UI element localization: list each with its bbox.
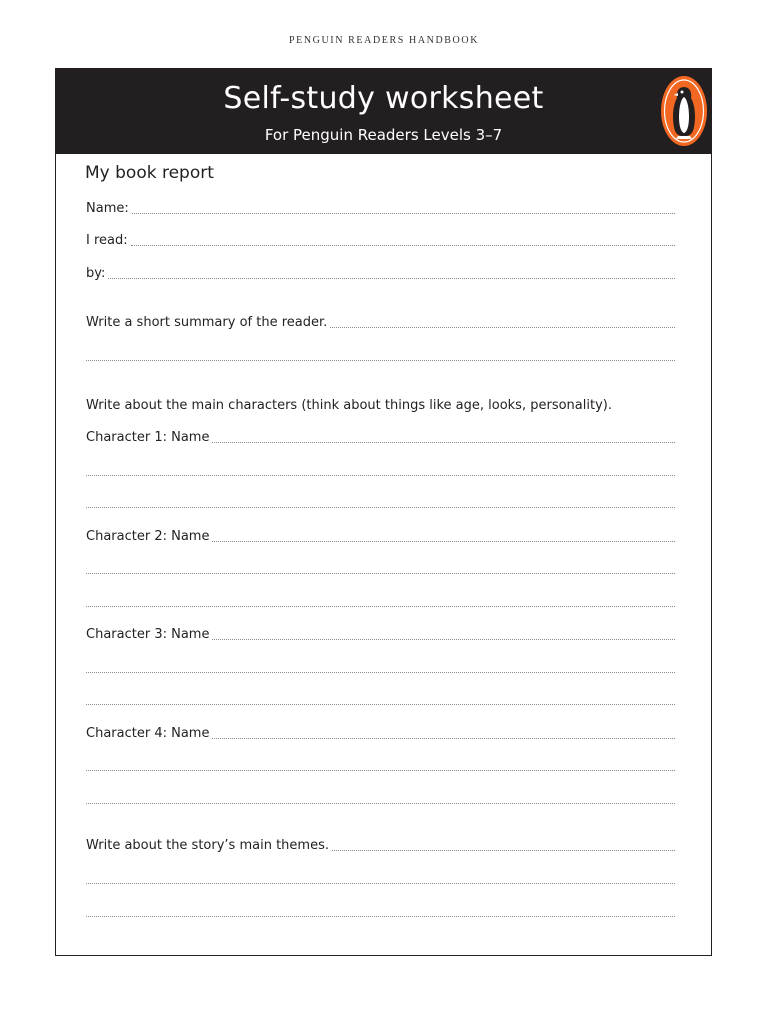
character-4-line-3[interactable] (86, 792, 675, 806)
character-4-label: Character 4: Name (86, 726, 210, 741)
character-4-dotted-line[interactable] (212, 738, 675, 739)
character-4-line[interactable] (86, 727, 675, 741)
character-2-label: Character 2: Name (86, 529, 210, 544)
character-3-dotted-line[interactable] (212, 639, 675, 640)
character-3-label: Character 3: Name (86, 627, 210, 642)
by-dotted-line[interactable] (108, 278, 675, 279)
summary-dotted-line-2[interactable] (86, 360, 675, 361)
themes-dotted-line-2[interactable] (86, 883, 675, 884)
character-1-label: Character 1: Name (86, 430, 210, 445)
character-2-dotted-line-3[interactable] (86, 606, 675, 607)
summary-line[interactable] (86, 316, 675, 330)
themes-prompt: Write about the story’s main themes. (86, 838, 329, 853)
summary-dotted-line[interactable] (330, 327, 675, 328)
summary-line-2[interactable] (86, 349, 675, 363)
read-line[interactable] (86, 234, 675, 248)
page-subtitle: For Penguin Readers Levels 3–7 (264, 126, 503, 144)
character-4-line-2[interactable] (86, 759, 675, 773)
characters-prompt: Write about the main characters (think about things like age, looks, personality). (86, 398, 612, 413)
running-head: PENGUIN READERS HANDBOOK (288, 35, 480, 46)
themes-dotted-line-3[interactable] (86, 916, 675, 917)
character-3-dotted-line-2[interactable] (86, 672, 675, 673)
themes-dotted-line[interactable] (332, 850, 675, 851)
character-1-line-3[interactable] (86, 496, 675, 510)
character-2-dotted-line-2[interactable] (86, 573, 675, 574)
character-3-line-2[interactable] (86, 661, 675, 675)
penguin-logo-icon (660, 75, 708, 147)
themes-line-3[interactable] (86, 905, 675, 919)
section-title: My book report (85, 163, 214, 183)
name-label: Name: (86, 201, 129, 216)
themes-line[interactable] (86, 839, 675, 853)
by-line[interactable] (86, 267, 675, 281)
banner (56, 69, 711, 154)
read-dotted-line[interactable] (131, 245, 675, 246)
read-label: I read: (86, 233, 128, 248)
character-3-line[interactable] (86, 628, 675, 642)
character-2-line-2[interactable] (86, 562, 675, 576)
character-2-line[interactable] (86, 530, 675, 544)
character-1-line[interactable] (86, 431, 675, 445)
character-2-dotted-line[interactable] (212, 541, 675, 542)
name-dotted-line[interactable] (132, 213, 675, 214)
character-1-dotted-line[interactable] (212, 442, 675, 443)
character-4-dotted-line-3[interactable] (86, 803, 675, 804)
themes-line-2[interactable] (86, 872, 675, 886)
character-3-dotted-line-3[interactable] (86, 704, 675, 705)
character-1-dotted-line-2[interactable] (86, 475, 675, 476)
worksheet (55, 68, 712, 956)
character-1-dotted-line-3[interactable] (86, 507, 675, 508)
by-label: by: (86, 266, 106, 281)
character-1-line-2[interactable] (86, 464, 675, 478)
character-3-line-3[interactable] (86, 693, 675, 707)
name-line[interactable] (86, 202, 675, 216)
character-4-dotted-line-2[interactable] (86, 770, 675, 771)
character-2-line-3[interactable] (86, 595, 675, 609)
page-title: Self-study worksheet (223, 81, 544, 116)
summary-prompt: Write a short summary of the reader. (86, 315, 328, 330)
